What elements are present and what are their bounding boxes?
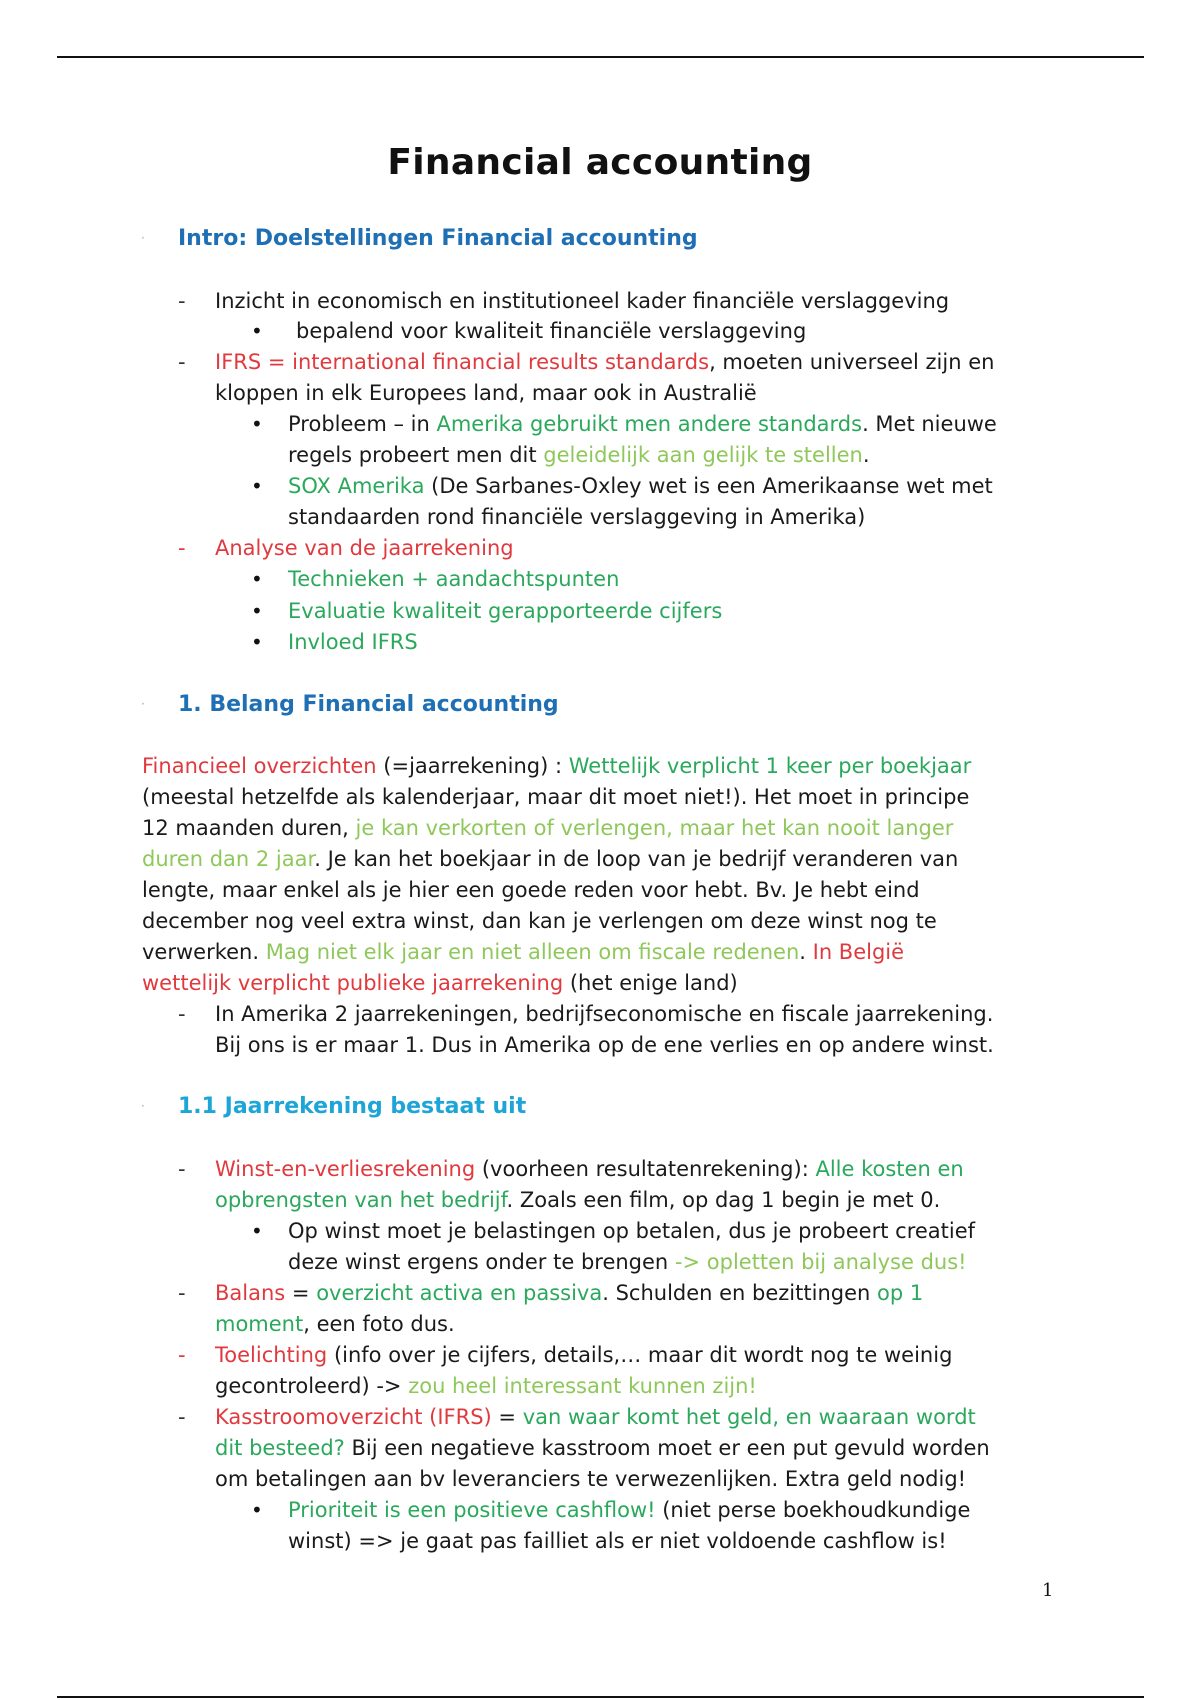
highlight-green: moment [215,1312,304,1336]
highlight-green: op 1 [877,1281,924,1305]
sub-list-item: Op winst moet je belastingen op betalen, dus je probeert creatief [288,1219,976,1243]
list-item-continuation: kloppen in elk Europees land, maar ook in Australië [215,381,757,405]
highlight-green: SOX Amerika [288,474,425,498]
sub-list-item-continuation: winst) => je gaat pas failliet als er niet voldoende cashflow is! [288,1529,947,1553]
highlight-green: Alle kosten en [815,1157,964,1181]
highlight-red: Financieel overzichten [142,754,377,778]
bullet: • [251,567,263,591]
top-rule [57,56,1144,58]
sub-list-item [288,1495,970,1525]
bullet: • [251,1498,263,1522]
dash-bullet: - [178,1002,186,1026]
list-item [215,1340,952,1370]
paragraph-line [142,844,958,874]
bullet: • [251,599,263,623]
paragraph-line: (meestal hetzelfde als kalenderjaar, maar dit moet niet!). Het moet in principe [142,785,970,809]
bullet: • [251,630,263,654]
highlight-light-green: je kan verkorten of verlengen, maar het kan nooit langer [355,816,954,840]
paragraph-line [142,813,953,843]
text: (De Sarbanes-Oxley wet is een Amerikaanse wet met [424,474,993,498]
list-item: Inzicht in economisch en institutioneel kader financiële verslaggeving [215,289,950,313]
list-item: Analyse van de jaarrekening [215,536,514,560]
bottom-rule [57,1696,1144,1698]
highlight-green: dit besteed? [215,1436,345,1460]
text: . [799,940,813,964]
heading-text: Intro: Doelstellingen Financial accounting [178,226,698,251]
bullet: • [251,474,263,498]
sub-list-item-continuation [288,440,870,470]
paragraph-line [142,751,971,781]
paragraph-line [142,968,738,998]
heading-marker: · [141,231,145,245]
bullet: • [251,1219,263,1243]
text: = [491,1405,523,1429]
list-item-continuation [215,1371,757,1401]
bullet: • [251,319,263,343]
bullet: • [251,412,263,436]
highlight-green: van waar komt het geld, en waaraan wordt [522,1405,976,1429]
list-item [215,1154,964,1184]
section-heading-bestaat [141,1094,527,1119]
list-item-continuation [215,1185,940,1215]
highlight-green: Amerika gebruikt men andere standards [436,412,863,436]
highlight-green: Prioriteit is een positieve cashflow! [288,1498,656,1522]
dash-bullet: - [178,289,186,313]
highlight-light-green: zou heel interessant kunnen zijn! [408,1374,757,1398]
list-item [215,1278,923,1308]
paragraph-line: december nog veel extra winst, dan kan je verlengen om deze winst nog te [142,909,937,933]
sub-list-item: Evaluatie kwaliteit gerapporteerde cijfers [288,599,723,623]
highlight-green: Wettelijk verplicht 1 keer per boekjaar [568,754,972,778]
list-item-continuation: Bij ons is er maar 1. Dus in Amerika op de ene verlies en op andere winst. [215,1033,994,1057]
text: (niet perse boekhoudkundige [655,1498,971,1522]
section-heading-belang [141,692,559,717]
list-item [215,1402,976,1432]
heading-marker: · [141,1099,145,1113]
text: (=jaarrekening) : [376,754,569,778]
dash-bullet: - [178,350,186,374]
dash-bullet: - [178,1157,186,1181]
highlight-light-green: duren dan 2 jaar [142,847,315,871]
paragraph-line: lengte, maar enkel als je hier een goede reden voor hebt. Bv. Je hebt eind [142,878,920,902]
highlight-light-green: geleidelijk aan gelijk te stellen [543,443,863,467]
text: verwerken. [142,940,266,964]
text: . Met nieuwe [862,412,997,436]
text: (info over je cijfers, details,… maar dit wordt nog te weinig [327,1343,953,1367]
text: . Je kan het boekjaar in de loop van je bedrijf veranderen van [314,847,959,871]
sub-list-item: Technieken + aandachtspunten [288,567,620,591]
highlight-red: Kasstroomoverzicht (IFRS) [215,1405,492,1429]
text: deze winst ergens onder te brengen [288,1250,675,1274]
sub-list-item [288,409,997,439]
heading-text: 1.1 Jaarrekening bestaat uit [178,1094,527,1119]
dash-bullet: - [178,1281,186,1305]
list-item-continuation: om betalingen aan bv leveranciers te verwezenlijken. Extra geld nodig! [215,1467,967,1491]
list-item [215,347,994,377]
text: . Zoals een film, op dag 1 begin je met 0. [506,1188,941,1212]
highlight-red: Winst-en-verliesrekening [215,1157,476,1181]
text: = [285,1281,317,1305]
text: . Schulden en bezittingen [602,1281,877,1305]
list-item: In Amerika 2 jaarrekeningen, bedrijfseconomische en fiscale jaarrekening. [215,1002,994,1026]
list-item-continuation [215,1433,990,1463]
highlight-red: In België [812,940,905,964]
page-title: Financial accounting [387,142,813,183]
text: (het enige land) [563,971,738,995]
highlight-green: overzicht activa en passiva [316,1281,603,1305]
list-item-continuation [215,1309,455,1339]
dash-bullet: - [178,1343,186,1367]
text: Bij een negatieve kasstroom moet er een put gevuld worden [344,1436,990,1460]
sub-list-item-continuation: standaarden rond financiële verslaggeving in Amerika) [288,505,866,529]
text: 12 maanden duren, [142,816,356,840]
highlight-green: opbrengsten van het bedrijf [215,1188,507,1212]
sub-list-item-continuation [288,1247,967,1277]
text: regels probeert men dit [288,443,544,467]
highlight-light-green: -> opletten bij analyse dus! [674,1250,967,1274]
highlight-red: wettelijk verplicht publieke jaarrekening [142,971,564,995]
dash-bullet: - [178,1405,186,1429]
paragraph-line [142,937,904,967]
text: . [862,443,870,467]
section-heading-intro [141,226,698,251]
sub-list-item: bepalend voor kwaliteit financiële verslaggeving [296,319,807,343]
heading-marker: · [141,697,145,711]
sub-list-item [288,471,993,501]
text: , moeten universeel zijn en [709,350,995,374]
page-number: 1 [1042,1580,1054,1601]
highlight-light-green: Mag niet elk jaar en niet alleen om fiscale redenen [265,940,800,964]
highlight-red: Toelichting [215,1343,328,1367]
highlight-red: IFRS = international financial results standards [215,350,710,374]
text: Probleem – in [288,412,437,436]
dash-bullet: - [178,536,186,560]
heading-text: 1. Belang Financial accounting [178,692,559,717]
highlight-red: Balans [215,1281,286,1305]
text: gecontroleerd) -> [215,1374,409,1398]
text: , een foto dus. [303,1312,455,1336]
text: (voorheen resultatenrekening): [475,1157,816,1181]
sub-list-item: Invloed IFRS [288,630,418,654]
